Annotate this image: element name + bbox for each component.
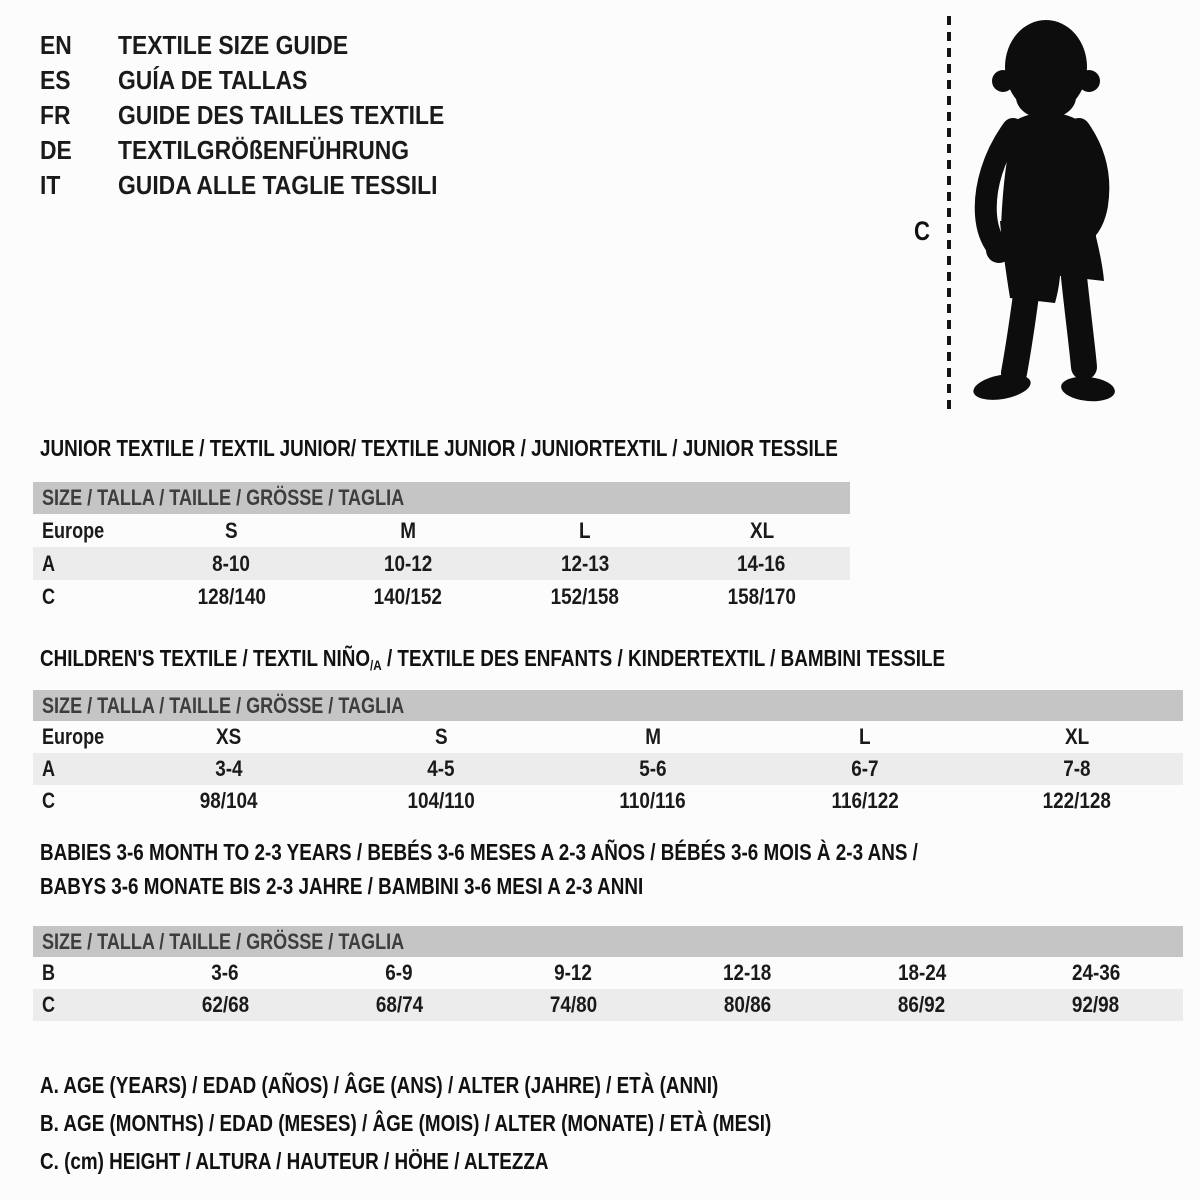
row-label: C — [42, 583, 56, 609]
table-cell: 8-10 — [212, 550, 251, 576]
junior-section-heading: JUNIOR TEXTILE / TEXTIL JUNIOR/ TEXTILE JUNIOR / JUNIORTEXTIL / JUNIOR TESSILE — [40, 435, 838, 461]
size-header-band: SIZE / TALLA / TAILLE / GRÖSSE / TAGLIA — [33, 690, 1183, 721]
language-title: TEXTILE SIZE GUIDE — [118, 30, 349, 60]
language-title-list — [40, 28, 489, 203]
babies-section-heading — [40, 839, 1111, 907]
legend-line-c: C. (cm) HEIGHT / ALTURA / HAUTEUR / HÖHE / ALTEZZA — [40, 1148, 549, 1174]
table-cell: 80/86 — [723, 992, 772, 1017]
language-row — [40, 63, 489, 98]
table-cell: 74/80 — [549, 992, 598, 1017]
language-code: FR — [40, 100, 71, 130]
heading-subscript: /A — [370, 657, 382, 674]
heading-text: BABIES 3-6 MONTH TO 2-3 YEARS / BEBÉS 3-6 MESES A 2-3 AÑOS / BÉBÉS 3-6 MOIS À 2-3 ANS / — [40, 839, 918, 865]
table-cell: XL — [749, 517, 774, 543]
table-cell: M — [645, 724, 661, 749]
table-cell: L — [579, 517, 591, 543]
table-cell: 7-8 — [1063, 756, 1091, 781]
language-code: IT — [40, 170, 61, 200]
table-cell: 158/170 — [727, 583, 796, 609]
table-row — [33, 785, 1183, 817]
table-cell: 3-4 — [215, 756, 243, 781]
table-cell: 10-12 — [383, 550, 433, 576]
children-section-heading — [40, 645, 1144, 679]
row-label: Europe — [42, 724, 105, 749]
table-cell: 92/98 — [1072, 992, 1120, 1017]
measurement-legend — [40, 1066, 932, 1180]
table-cell: M — [400, 517, 416, 543]
language-code: ES — [40, 65, 71, 95]
height-measure-dashed-line — [947, 16, 951, 414]
table-cell: XS — [216, 724, 242, 749]
language-title: GUIDA ALLE TAGLIE TESSILI — [118, 170, 438, 200]
table-cell: 18-24 — [897, 960, 946, 985]
table-cell: 12-18 — [723, 960, 772, 985]
language-row — [40, 168, 489, 203]
heading-text: CHILDREN'S TEXTILE / TEXTIL NIÑO — [40, 645, 371, 671]
table-row — [33, 721, 1183, 753]
table-row — [33, 753, 1183, 785]
table-cell: 12-13 — [560, 550, 610, 576]
table-cell: 98/104 — [200, 788, 258, 813]
row-label: Europe — [42, 517, 105, 543]
children-size-table — [33, 690, 1183, 817]
table-cell: 86/92 — [898, 992, 946, 1017]
language-row — [40, 98, 489, 133]
table-cell: 9-12 — [554, 960, 593, 985]
language-code: DE — [40, 135, 72, 165]
table-cell: 68/74 — [375, 992, 423, 1017]
row-label: B — [42, 960, 56, 985]
legend-line-a: A. AGE (YEARS) / EDAD (AÑOS) / ÂGE (ANS) / ALTER (JAHRE) / ETÀ (ANNI) — [40, 1072, 719, 1098]
table-cell: L — [859, 724, 871, 749]
table-cell: 104/110 — [407, 788, 475, 813]
table-cell: 110/116 — [619, 788, 687, 813]
heading-text: BABYS 3-6 MONATE BIS 2-3 JAHRE / BAMBINI 3-6 MESI A 2-3 ANNI — [40, 873, 644, 899]
table-cell: S — [225, 517, 238, 543]
legend-line-b: B. AGE (MONTHS) / EDAD (MESES) / ÂGE (MOIS) / ALTER (MONATE) / ETÀ (MESI) — [40, 1110, 772, 1136]
table-row — [33, 580, 850, 613]
table-cell: 128/140 — [197, 583, 266, 609]
table-cell: 5-6 — [639, 756, 667, 781]
row-label: A — [42, 550, 56, 576]
heading-text: / TEXTILE DES ENFANTS / KINDERTEXTIL / BAMBINI TESSILE — [381, 645, 946, 671]
table-cell: 122/128 — [1042, 788, 1112, 813]
size-header-band: SIZE / TALLA / TAILLE / GRÖSSE / TAGLIA — [33, 482, 850, 514]
language-title: TEXTILGRÖßENFÜHRUNG — [118, 135, 410, 165]
junior-size-table — [33, 482, 850, 613]
language-row — [40, 133, 489, 168]
language-code: EN — [40, 30, 72, 60]
babies-size-table — [33, 926, 1183, 1021]
height-measure-label: C — [914, 216, 930, 246]
table-row — [33, 547, 850, 580]
table-cell: 62/68 — [201, 992, 249, 1017]
row-label: A — [42, 756, 56, 781]
table-cell: XL — [1064, 724, 1090, 749]
row-label: C — [42, 992, 56, 1017]
table-cell: 3-6 — [211, 960, 239, 985]
table-cell: 24-36 — [1071, 960, 1121, 985]
table-cell: 116/122 — [831, 788, 899, 813]
table-row — [33, 514, 850, 547]
table-row — [33, 957, 1183, 989]
size-header-band: SIZE / TALLA / TAILLE / GRÖSSE / TAGLIA — [33, 926, 1183, 957]
table-cell: 140/152 — [373, 583, 443, 609]
table-cell: 14-16 — [737, 550, 786, 576]
table-cell: 4-5 — [427, 756, 455, 781]
table-cell: 6-7 — [851, 756, 879, 781]
table-row — [33, 989, 1183, 1021]
toddler-silhouette — [958, 15, 1138, 415]
table-cell: S — [434, 724, 448, 749]
language-title: GUÍA DE TALLAS — [118, 65, 308, 95]
table-cell: 6-9 — [385, 960, 413, 985]
table-cell: 152/158 — [550, 583, 620, 609]
language-title: GUIDE DES TAILLES TEXTILE — [118, 100, 445, 130]
row-label: C — [42, 788, 56, 813]
language-row — [40, 28, 489, 63]
